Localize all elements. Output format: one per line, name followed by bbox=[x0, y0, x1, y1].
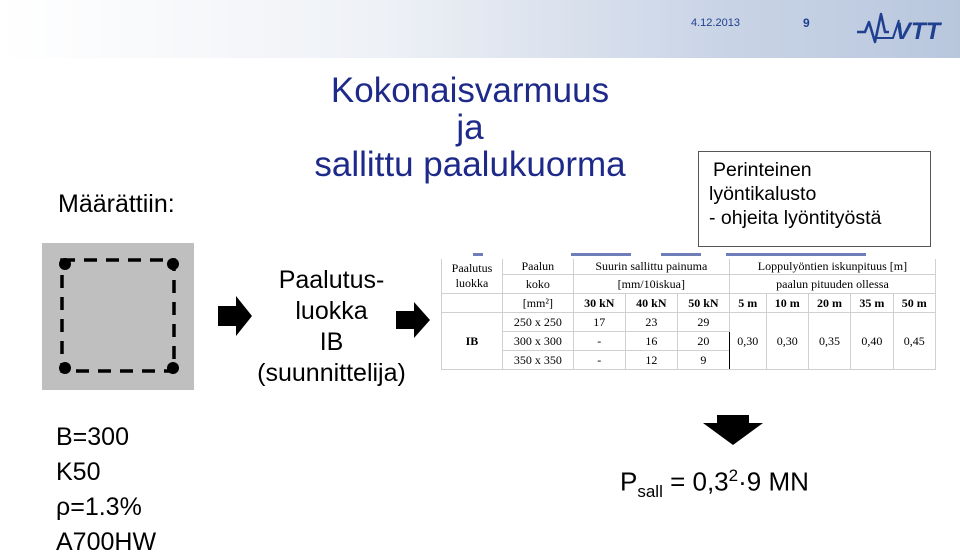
param-reinforcement-ratio: ρ=1.3% bbox=[56, 493, 142, 521]
th-size-2: koko bbox=[502, 275, 573, 294]
cell-class: IB bbox=[442, 313, 503, 370]
cell-value: - bbox=[573, 351, 625, 370]
cell-height: 0,30 bbox=[729, 313, 766, 370]
cell-value: 17 bbox=[573, 313, 625, 332]
th-weight-2: [mm/10iskua] bbox=[573, 275, 729, 294]
arrow-right-icon bbox=[396, 302, 430, 338]
piling-class-line-4: (suunnittelija) bbox=[257, 359, 406, 387]
th-set: Loppulyöntien iskunpituus [m] bbox=[729, 259, 935, 275]
pile-driving-table bbox=[441, 259, 938, 382]
arrow-down-icon bbox=[703, 415, 763, 445]
cell-size: 250 x 250 bbox=[502, 313, 573, 332]
param-steel: A700HW bbox=[56, 528, 157, 556]
title-line-1: Kokonaisvarmuus bbox=[330, 71, 610, 110]
cell-value: 16 bbox=[625, 332, 677, 351]
cell-value: 23 bbox=[625, 313, 677, 332]
th-length: 35 m bbox=[851, 294, 893, 313]
cell-value: - bbox=[573, 332, 625, 351]
callout-line-2: lyöntikalusto bbox=[709, 183, 817, 205]
allowed-load-formula: $P_{sall} = 0,3^2\cdot 9$ MN bbox=[620, 466, 809, 501]
param-width: B=300 bbox=[56, 423, 129, 451]
pile-cross-section bbox=[42, 243, 194, 390]
cell-value: 12 bbox=[625, 351, 677, 370]
cell-value: 29 bbox=[677, 313, 729, 332]
th-length: 20 m bbox=[808, 294, 850, 313]
th-load: 40 kN bbox=[625, 294, 677, 313]
th-length: 10 m bbox=[766, 294, 808, 313]
piling-class-line-3: IB bbox=[319, 328, 344, 356]
th-weight: Suurin sallittu painuma bbox=[573, 259, 729, 275]
slide-header-band bbox=[0, 0, 960, 58]
cell-height: 0,40 bbox=[851, 313, 893, 370]
vtt-logo bbox=[855, 8, 947, 48]
piling-class-line-1: Paalutus- bbox=[278, 266, 385, 294]
th-load: 50 kN bbox=[677, 294, 729, 313]
piling-class-line-2: luokka bbox=[295, 297, 368, 325]
th-load: 30 kN bbox=[573, 294, 625, 313]
title-line-3: sallittu paalukuorma bbox=[314, 145, 626, 184]
cell-height: 0,30 bbox=[766, 313, 808, 370]
th-class: Paalutus luokka bbox=[442, 259, 503, 294]
slide-date: 4.12.2013 bbox=[691, 17, 740, 29]
cell-size: 300 x 300 bbox=[502, 332, 573, 351]
callout-box bbox=[698, 151, 931, 247]
th-unit: [mm²] bbox=[502, 294, 573, 313]
cell-value: 9 bbox=[677, 351, 729, 370]
th-length: 50 m bbox=[893, 294, 935, 313]
th-length: 5 m bbox=[729, 294, 766, 313]
cell-height: 0,35 bbox=[808, 313, 850, 370]
title-line-2: ja bbox=[456, 108, 484, 147]
cell-height: 0,45 bbox=[893, 313, 935, 370]
th-size: Paalun bbox=[502, 259, 573, 275]
pile-section-drawing bbox=[42, 243, 194, 390]
cell-value: 20 bbox=[677, 332, 729, 351]
table-row bbox=[442, 313, 936, 332]
th-set-2: paalun pituuden ollessa bbox=[729, 275, 935, 294]
pile-parameters bbox=[56, 420, 156, 560]
callout-line-3: - ohjeita lyöntityöstä bbox=[709, 207, 882, 229]
defined-label: Määrättiin: bbox=[58, 190, 175, 218]
callout-line-1: Perinteinen bbox=[713, 159, 812, 181]
slide-title bbox=[265, 72, 675, 183]
cell-size: 350 x 350 bbox=[502, 351, 573, 370]
page-number: 9 bbox=[803, 16, 810, 30]
svg-text:VTT: VTT bbox=[895, 18, 941, 45]
param-concrete: K50 bbox=[56, 458, 101, 486]
